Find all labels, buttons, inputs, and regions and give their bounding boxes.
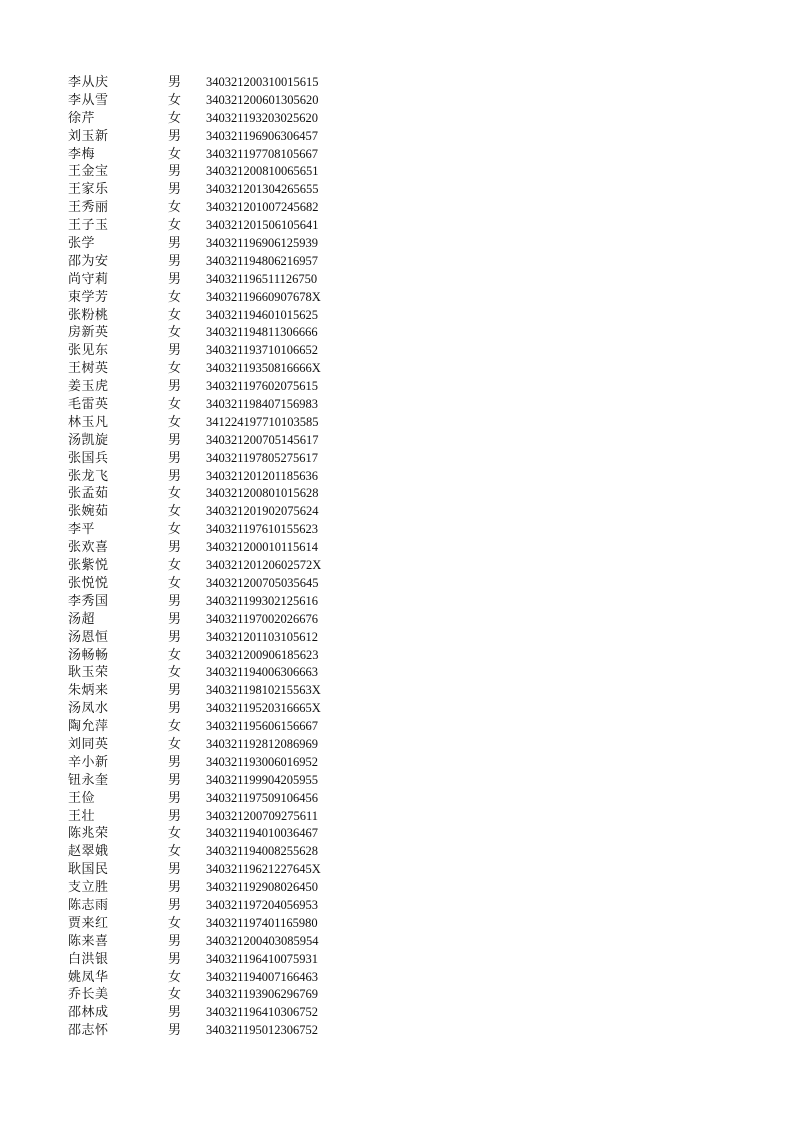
table-row (68, 718, 321, 736)
table-row (68, 253, 321, 271)
id-number-cell: 340321200310015615 (206, 75, 319, 89)
table-row (68, 92, 321, 110)
gender-cell: 女 (168, 969, 182, 985)
id-number-cell: 340321193710106652 (206, 343, 319, 358)
name-cell: 王秀丽 (68, 200, 109, 216)
table-row (68, 468, 321, 486)
table-row (68, 432, 321, 450)
table-row (68, 1004, 321, 1022)
name-cell: 张国兵 (68, 450, 109, 466)
table-row (68, 808, 321, 826)
name-cell: 张孟茹 (68, 486, 109, 502)
gender-cell: 女 (168, 92, 182, 108)
gender-cell: 男 (168, 128, 182, 144)
id-number-cell: 34032119520316665X (206, 701, 321, 716)
name-cell: 耿玉荣 (68, 665, 109, 681)
name-cell: 毛雷英 (68, 397, 109, 413)
table-row (68, 181, 321, 199)
id-number-cell: 340321197401165980 (206, 915, 318, 930)
gender-cell: 女 (168, 915, 182, 931)
name-cell: 白洪银 (68, 951, 109, 967)
table-row (68, 271, 321, 289)
name-cell: 张欢喜 (68, 540, 109, 556)
id-number-cell: 340321196410075931 (206, 951, 319, 966)
table-row (68, 682, 321, 700)
table-row (68, 575, 321, 593)
id-number-cell: 341224197710103585 (206, 414, 319, 429)
name-cell: 王俭 (68, 790, 96, 806)
id-number-cell: 340321194010036467 (206, 826, 319, 841)
name-cell: 张紫悦 (68, 558, 109, 574)
name-cell: 张学 (68, 236, 96, 252)
table-row (68, 450, 321, 468)
id-number-cell: 340321193203025620 (206, 110, 319, 125)
name-cell: 陈兆荣 (68, 826, 109, 842)
table-row (68, 825, 321, 843)
name-cell: 王家乐 (68, 182, 109, 198)
id-number-cell: 340321196906306457 (206, 128, 319, 143)
name-cell: 汤凯旋 (68, 432, 109, 448)
name-cell: 王金宝 (68, 164, 109, 180)
name-cell: 张悦悦 (68, 575, 109, 591)
table-row (68, 396, 321, 414)
gender-cell: 女 (168, 826, 182, 842)
table-row (68, 485, 321, 503)
id-number-cell: 340321197805275617 (206, 450, 319, 465)
id-number-cell: 340321194806216957 (206, 253, 319, 268)
id-number-cell: 34032119660907678X (206, 289, 321, 304)
gender-cell: 男 (168, 611, 182, 627)
gender-cell: 男 (168, 540, 182, 556)
id-number-cell: 340321201304265655 (206, 182, 319, 197)
gender-cell: 女 (168, 522, 182, 538)
table-row (68, 74, 321, 92)
table-row (68, 163, 321, 181)
table-row (68, 951, 321, 969)
name-cell: 支立胜 (68, 880, 109, 896)
gender-cell: 女 (168, 486, 182, 502)
name-cell: 刘同英 (68, 736, 109, 752)
gender-cell: 女 (168, 647, 182, 663)
id-number-cell: 340321197204056953 (206, 897, 319, 912)
gender-cell: 女 (168, 361, 182, 377)
table-row (68, 772, 321, 790)
table-row (68, 128, 321, 146)
name-cell: 姚凤华 (68, 969, 109, 985)
name-cell: 陶允萍 (68, 719, 109, 735)
name-cell: 李从庆 (68, 75, 109, 90)
gender-cell: 男 (168, 754, 182, 770)
name-cell: 张见东 (68, 343, 109, 359)
id-number-cell: 340321193906296769 (206, 987, 319, 1002)
gender-cell: 女 (168, 307, 182, 323)
gender-cell: 男 (168, 933, 182, 949)
gender-cell: 女 (168, 325, 182, 341)
table-row (68, 521, 321, 539)
name-cell: 王子玉 (68, 218, 109, 234)
table-row (68, 146, 321, 164)
gender-cell: 男 (168, 164, 182, 180)
table-row (68, 503, 321, 521)
gender-cell: 男 (168, 253, 182, 269)
name-cell: 束学芳 (68, 289, 109, 305)
table-row (68, 342, 321, 360)
gender-cell: 女 (168, 987, 182, 1003)
name-cell: 乔长美 (68, 987, 109, 1003)
name-cell: 林玉凡 (68, 414, 109, 430)
name-cell: 赵翠娥 (68, 844, 109, 860)
gender-cell: 男 (168, 897, 182, 913)
gender-cell: 女 (168, 719, 182, 735)
id-number-cell: 340321200705035645 (206, 575, 319, 590)
table-row (68, 110, 321, 128)
id-number-cell: 340321197002026676 (206, 611, 319, 626)
name-cell: 张龙飞 (68, 468, 109, 484)
table-row (68, 790, 321, 808)
id-number-cell: 340321197509106456 (206, 790, 319, 805)
name-cell: 汤畅畅 (68, 647, 109, 663)
gender-cell: 男 (168, 1005, 182, 1021)
gender-cell: 男 (168, 772, 182, 788)
gender-cell: 男 (168, 432, 182, 448)
id-number-cell: 340321198407156983 (206, 397, 319, 412)
table-row (68, 861, 321, 879)
id-number-cell: 340321196410306752 (206, 1005, 319, 1020)
table-row (68, 754, 321, 772)
gender-cell: 男 (168, 271, 182, 287)
gender-cell: 女 (168, 504, 182, 520)
id-number-cell: 34032119350816666X (206, 361, 321, 376)
id-number-cell: 340321195012306752 (206, 1023, 319, 1038)
name-cell: 汤超 (68, 611, 96, 627)
gender-cell: 男 (168, 75, 182, 90)
id-number-cell: 340321195606156667 (206, 719, 319, 734)
gender-cell: 男 (168, 862, 182, 878)
id-number-cell: 340321197708105667 (206, 146, 319, 161)
name-cell: 钮永奎 (68, 772, 109, 788)
id-number-cell: 340321200601305620 (206, 92, 319, 107)
table-row (68, 217, 321, 235)
name-cell: 张粉桃 (68, 307, 109, 323)
name-cell: 李平 (68, 522, 96, 538)
name-cell: 邵林成 (68, 1005, 109, 1021)
name-cell: 耿国民 (68, 862, 109, 878)
table-row (68, 843, 321, 861)
name-cell: 王树英 (68, 361, 109, 377)
table-row (68, 307, 321, 325)
id-number-cell: 340321194008255628 (206, 844, 319, 859)
gender-cell: 男 (168, 880, 182, 896)
table-row (68, 557, 321, 575)
id-number-cell: 340321194811306666 (206, 325, 318, 340)
gender-cell: 女 (168, 110, 182, 126)
name-cell: 朱炳来 (68, 683, 109, 699)
table-row (68, 611, 321, 629)
gender-cell: 男 (168, 379, 182, 395)
id-number-cell: 340321201506105641 (206, 218, 319, 233)
table-row (68, 1022, 321, 1040)
gender-cell: 男 (168, 790, 182, 806)
table-row (68, 199, 321, 217)
id-number-cell: 340321193006016952 (206, 754, 319, 769)
gender-cell: 男 (168, 683, 182, 699)
table-row (68, 664, 321, 682)
name-cell: 李梅 (68, 146, 96, 162)
id-number-cell: 340321201201185636 (206, 468, 319, 483)
table-row (68, 324, 321, 342)
gender-cell: 男 (168, 951, 182, 967)
id-number-cell: 34032119621227645X (206, 862, 321, 877)
table-row (68, 647, 321, 665)
gender-cell: 男 (168, 629, 182, 645)
table-row (68, 414, 321, 432)
id-number-cell: 340321192812086969 (206, 736, 319, 751)
name-cell: 李秀国 (68, 593, 109, 609)
roster-table (68, 74, 321, 1040)
id-number-cell: 340321200010115614 (206, 540, 319, 555)
name-cell: 汤恩恒 (68, 629, 109, 645)
name-cell: 贾来红 (68, 915, 109, 931)
name-cell: 汤凤水 (68, 701, 109, 717)
gender-cell: 女 (168, 844, 182, 860)
id-number-cell: 340321197610155623 (206, 522, 319, 537)
name-cell: 张婉茹 (68, 504, 109, 520)
table-row (68, 700, 321, 718)
name-cell: 李从雪 (68, 92, 109, 108)
name-cell: 尚守莉 (68, 271, 109, 287)
gender-cell: 女 (168, 146, 182, 162)
id-number-cell: 340321200801015628 (206, 486, 319, 501)
table-row (68, 593, 321, 611)
gender-cell: 女 (168, 665, 182, 681)
table-row (68, 289, 321, 307)
id-number-cell: 340321199302125616 (206, 593, 319, 608)
gender-cell: 男 (168, 236, 182, 252)
name-cell: 邵为安 (68, 253, 109, 269)
name-cell: 王壮 (68, 808, 96, 824)
table-row (68, 629, 321, 647)
id-number-cell: 34032120120602572X (206, 558, 322, 573)
name-cell: 陈来喜 (68, 933, 109, 949)
name-cell: 邵志怀 (68, 1023, 109, 1039)
gender-cell: 女 (168, 397, 182, 413)
table-row (68, 933, 321, 951)
table-row (68, 969, 321, 987)
name-cell: 陈志雨 (68, 897, 109, 913)
id-number-cell: 340321194006306663 (206, 665, 319, 680)
table-row (68, 539, 321, 557)
name-cell: 辛小新 (68, 754, 109, 770)
table-row (68, 378, 321, 396)
name-cell: 房新英 (68, 325, 109, 341)
table-row (68, 897, 321, 915)
gender-cell: 女 (168, 558, 182, 574)
name-cell: 徐芹 (68, 110, 96, 126)
gender-cell: 女 (168, 575, 182, 591)
gender-cell: 女 (168, 736, 182, 752)
id-number-cell: 340321201007245682 (206, 200, 319, 215)
name-cell: 刘玉新 (68, 128, 109, 144)
gender-cell: 女 (168, 218, 182, 234)
table-row (68, 235, 321, 253)
id-number-cell: 340321200403085954 (206, 933, 319, 948)
gender-cell: 男 (168, 593, 182, 609)
id-number-cell: 340321199904205955 (206, 772, 319, 787)
table-row (68, 986, 321, 1004)
id-number-cell: 340321201902075624 (206, 504, 319, 519)
table-row (68, 879, 321, 897)
gender-cell: 男 (168, 450, 182, 466)
id-number-cell: 340321200810065651 (206, 164, 319, 179)
id-number-cell: 340321196511126750 (206, 271, 318, 286)
id-number-cell: 340321196906125939 (206, 236, 319, 251)
id-number-cell: 340321200906185623 (206, 647, 319, 662)
id-number-cell: 34032119810215563X (206, 683, 321, 698)
gender-cell: 男 (168, 1023, 182, 1039)
table-row (68, 360, 321, 378)
table-row (68, 915, 321, 933)
table-row (68, 736, 321, 754)
id-number-cell: 340321194601015625 (206, 307, 319, 322)
gender-cell: 男 (168, 808, 182, 824)
id-number-cell: 340321192908026450 (206, 880, 319, 895)
id-number-cell: 340321200709275611 (206, 808, 319, 823)
id-number-cell: 340321194007166463 (206, 969, 319, 984)
id-number-cell: 340321197602075615 (206, 379, 319, 394)
gender-cell: 男 (168, 343, 182, 359)
name-cell: 姜玉虎 (68, 379, 109, 395)
gender-cell: 男 (168, 182, 182, 198)
gender-cell: 女 (168, 414, 182, 430)
gender-cell: 男 (168, 468, 182, 484)
id-number-cell: 340321200705145617 (206, 432, 319, 447)
gender-cell: 男 (168, 701, 182, 717)
id-number-cell: 340321201103105612 (206, 629, 319, 644)
gender-cell: 女 (168, 200, 182, 216)
gender-cell: 女 (168, 289, 182, 305)
